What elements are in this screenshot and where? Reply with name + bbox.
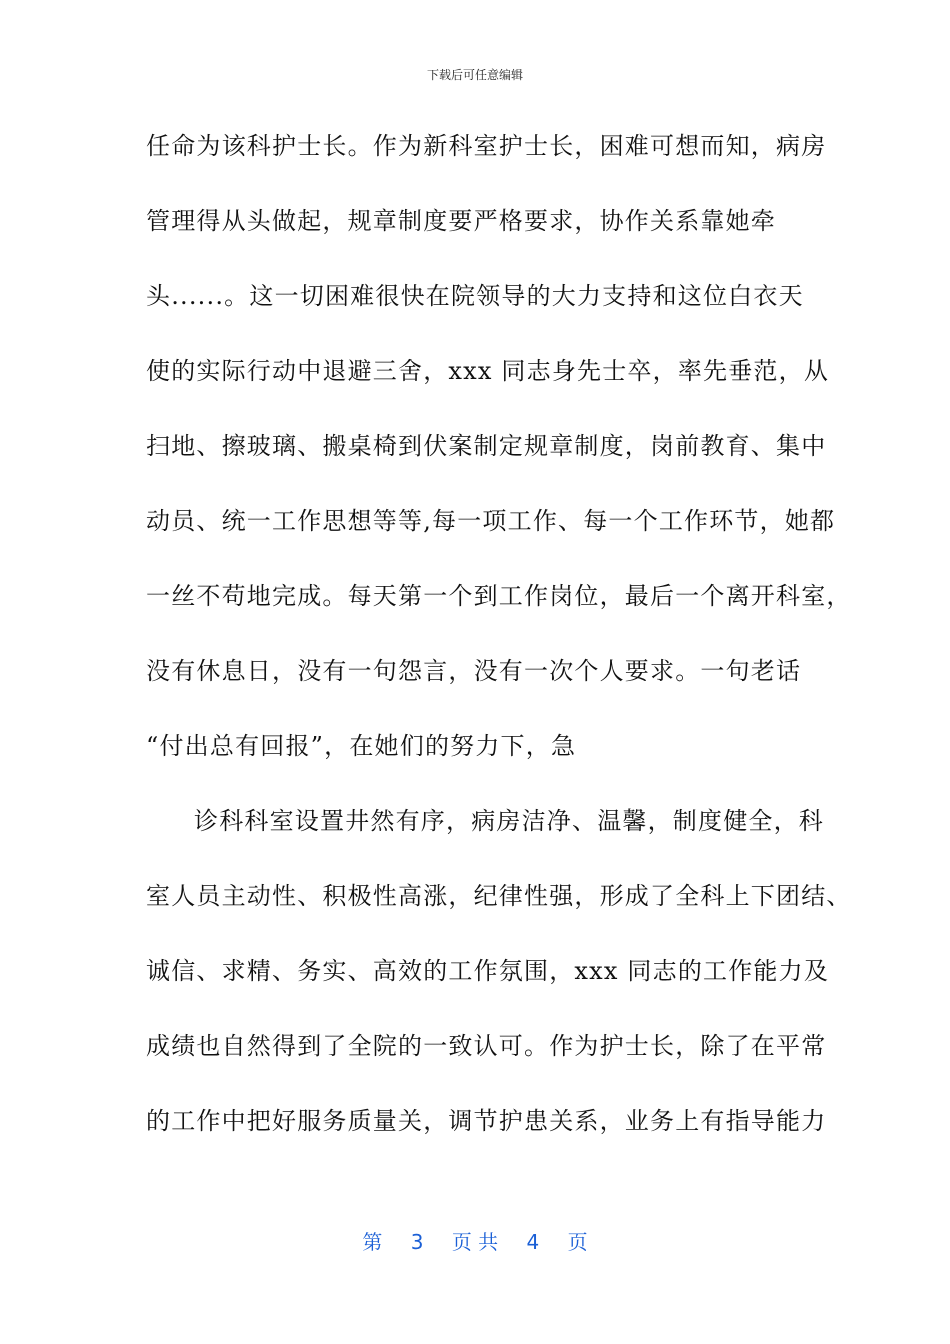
page-header: 下载后可任意编辑 [426,68,523,82]
text-line: 扫地、擦玻璃、搬桌椅到伏案制定规章制度，岗前教育、集中 [146,432,827,460]
page-label-prefix: 第 [362,1230,383,1254]
page-label-middle: 页 共 [451,1230,499,1254]
text-line: 诚信、求精、务实、高效的工作氛围，xxx 同志的工作能力及 [146,957,830,985]
document-body [146,128,852,1178]
text-line: 任命为该科护士长。作为新科室护士长，困难可想而知，病房 [146,132,827,160]
page-label-suffix: 页 [567,1230,588,1254]
text-line: 使的实际行动中退避三舍，xxx 同志身先士卒，率先垂范，从 [146,357,830,385]
text-line: 一丝不苟地完成。每天第一个到工作岗位，最后一个离开科室， [146,582,852,610]
text-line: 头......。这一切困难很快在院领导的大力支持和这位白衣天 [146,282,804,310]
page-footer [0,1226,950,1255]
current-page-number: 3 [410,1230,424,1254]
text-line: 动员、统一工作思想等等,每一项工作、每一个工作环节，她都 [146,507,836,535]
text-line: 室人员主动性、积极性高涨，纪律性强，形成了全科上下团结、 [146,882,852,910]
text-line: 诊科科室设置井然有序，病房洁净、温馨，制度健全，科 [194,807,824,835]
text-line: 的工作中把好服务质量关，调节护患关系，业务上有指导能力 [146,1107,827,1135]
text-line: 管理得从头做起，规章制度要严格要求，协作关系靠她牵 [146,207,776,235]
text-line: 成绩也自然得到了全院的一致认可。作为护士长，除了在平常 [146,1032,827,1060]
total-page-number: 4 [526,1230,540,1254]
text-line: “付出总有回报”，在她们的努力下，急 [146,732,577,760]
text-line: 没有休息日，没有一句怨言，没有一次个人要求。一句老话 [146,657,802,685]
